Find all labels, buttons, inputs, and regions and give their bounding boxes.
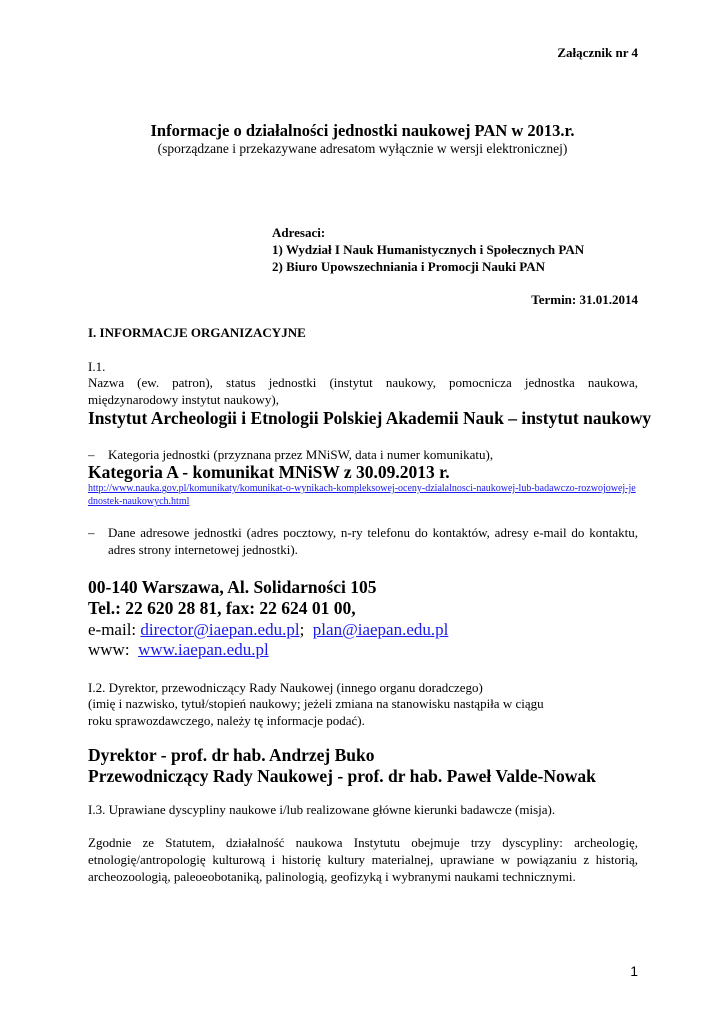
page-subtitle: (sporządzane i przekazywane adresatom wyłącznie w wersji elektronicznej) — [157, 141, 568, 156]
i3-label: I.3. Uprawiane dyscypliny naukowe i/lub realizowane główne kierunki badawcze (misja). — [88, 802, 556, 817]
section-heading: I. INFORMACJE ORGANIZACYJNE — [88, 325, 306, 340]
category-description: Kategoria jednostki (przyznana przez MNiSW, data i numer komunikatu), — [108, 447, 494, 462]
www-row — [88, 639, 269, 660]
institute-name: Instytut Archeologii i Etnologii Polskiej Akademii Nauk – instytut naukowy — [88, 408, 652, 428]
phone-fax: Tel.: 22 620 28 81, fax: 22 624 01 00, — [88, 598, 356, 618]
postal-address: 00-140 Warszawa, Al. Solidarności 105 — [88, 577, 377, 597]
category-link[interactable]: http://www.nauka.gov.pl/komunikaty/komunikat-o-wynikach-kompleksowej-oceny-dzialalnosci-naukowej-lub-badawczo-rozwojowej-jednostek-naukowych.html — [88, 483, 636, 507]
council-chair-name: Przewodniczący Rady Naukowej - prof. dr hab. Paweł Valde-Nowak — [88, 766, 596, 786]
addressees-label: Adresaci: — [272, 225, 326, 240]
page-number: 1 — [630, 963, 638, 979]
www-label: www: — [88, 640, 130, 659]
i2-label: I.2. Dyrektor, przewodniczący Rady Naukowej (innego organu doradczego) — [88, 680, 483, 695]
email-plan-link[interactable]: plan@iaepan.edu.pl — [312, 620, 449, 639]
i3-text: Zgodnie ze Statutem, działalność naukowa Instytutu obejmuje trzy dyscypliny: archeologię, etnologię/antropologię kulturową i historię kultury materialnej, uprawiane w powiązaniu z historią, archeozoologią, paleoeobotaniką, palinologią, geofizyką i wybranymi naukami technicznymi. — [88, 835, 638, 884]
address-description: Dane adresowe jednostki (adres pocztowy, n-ry telefonu do kontaktów, adresy e-mail do kontaktu, adres strony internetowej jednostki). — [108, 525, 638, 557]
bullet-dash: – — [88, 447, 95, 462]
attachment-label: Załącznik nr 4 — [557, 45, 638, 60]
page-title: Informacje o działalności jednostki naukowej PAN w 2013.r. — [150, 121, 575, 140]
i1-label: I.1. — [88, 359, 106, 374]
i2-description: (imię i nazwisko, tytuł/stopień naukowy; jeżeli zmiana na stanowisku nastąpiła w ciągu roku sprawozdawczego, należy tę informacje podać). — [88, 696, 544, 728]
category-value: Kategoria A - komunikat MNiSW z 30.09.2013 r. — [88, 462, 450, 482]
i1-description: Nazwa (ew. patron), status jednostki (instytut naukowy, pomocnicza jednostka naukowa, międzynarodowy instytut naukowy), — [88, 375, 638, 407]
bullet-dash: – — [88, 525, 95, 540]
email-director-link[interactable]: director@iaepan.edu.pl — [140, 620, 300, 639]
email-row — [88, 619, 448, 640]
email-label: e-mail: — [88, 620, 137, 639]
addressee-item: 1) Wydział I Nauk Humanistycznych i Społecznych PAN — [272, 242, 585, 257]
email-separator: ; — [299, 620, 305, 639]
deadline: Termin: 31.01.2014 — [531, 292, 638, 307]
website-link[interactable]: www.iaepan.edu.pl — [138, 640, 269, 659]
addressee-item: 2) Biuro Upowszechniania i Promocji Nauki PAN — [272, 259, 546, 274]
director-name: Dyrektor - prof. dr hab. Andrzej Buko — [88, 745, 375, 765]
